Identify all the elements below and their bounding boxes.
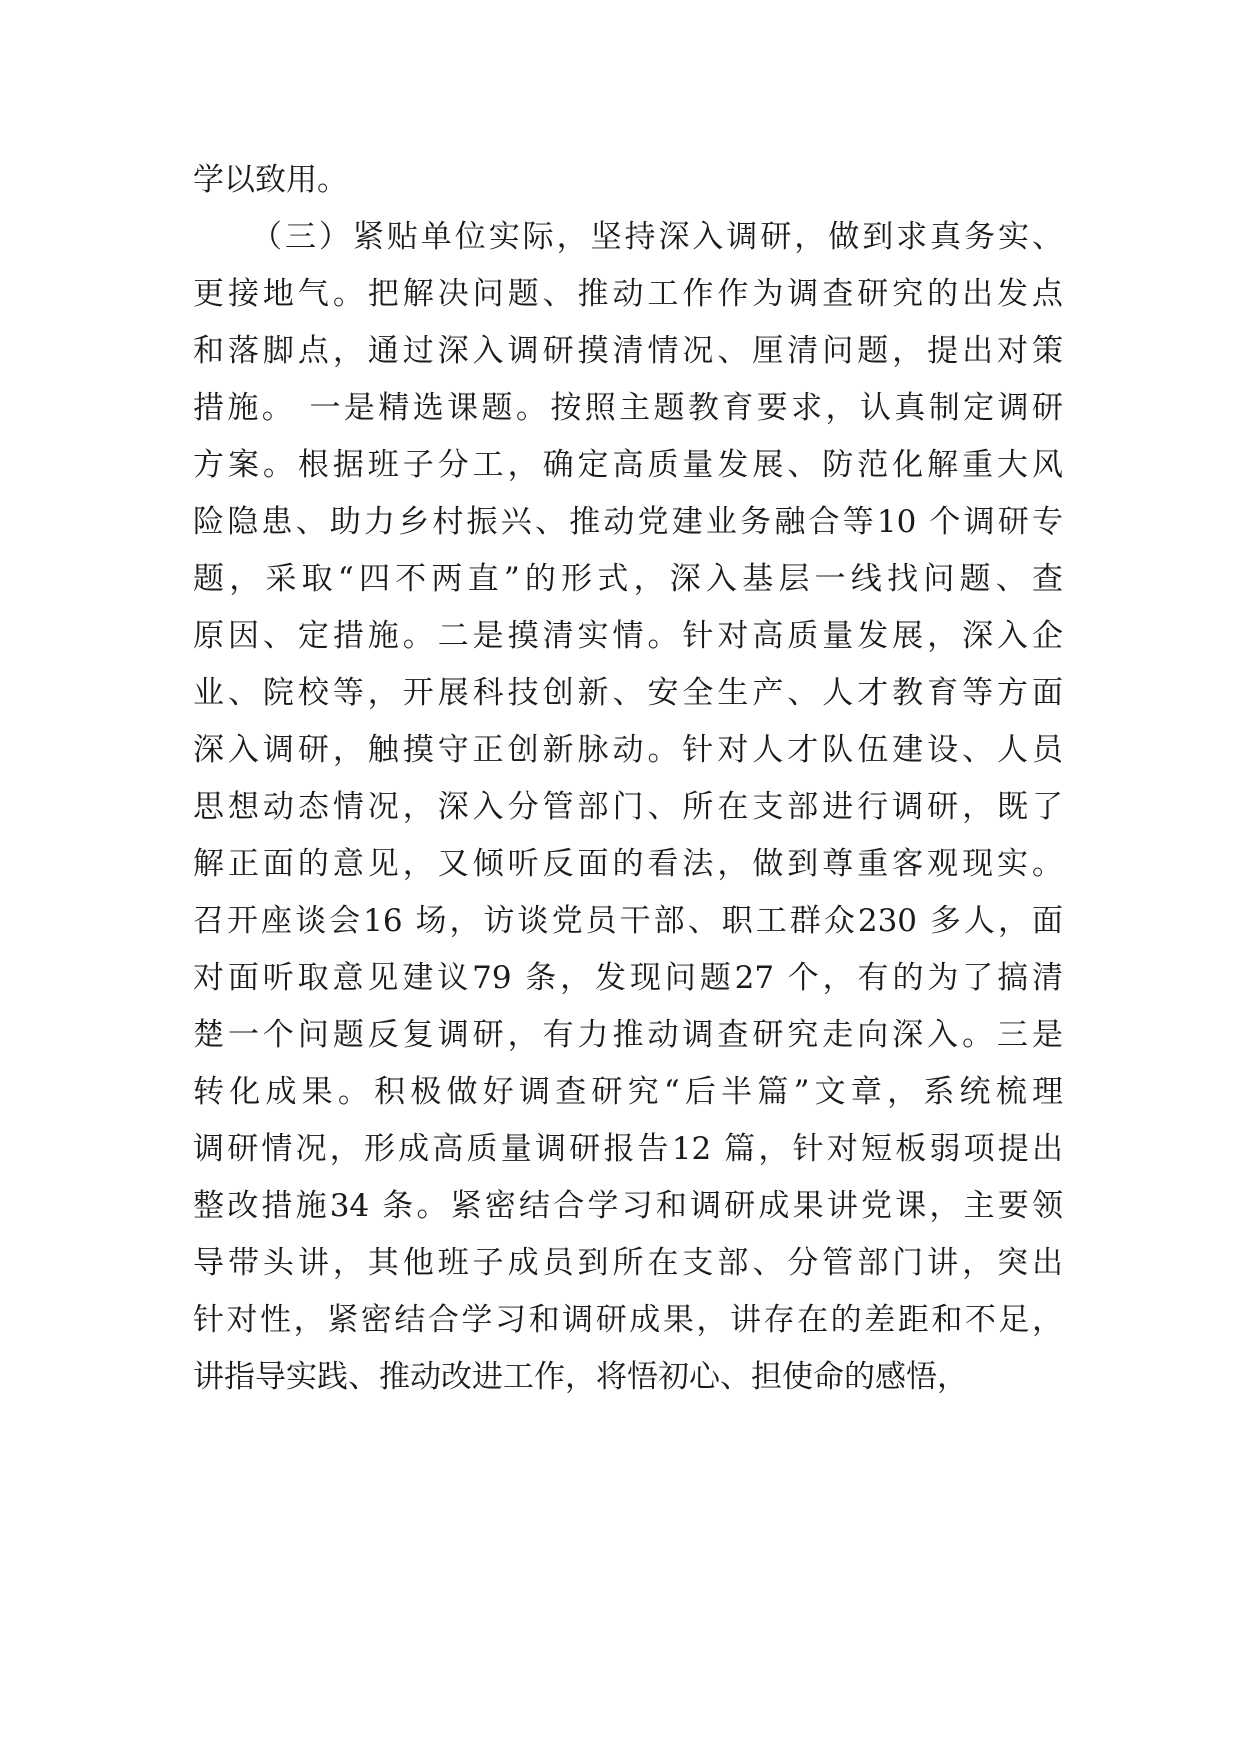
text-line: 学以致用。 bbox=[193, 162, 348, 198]
text-line: 对面听取意见建议79 条，发现问题27 个，有的为了搞清 bbox=[193, 960, 1063, 996]
text-line: 解正面的意见，又倾听反面的看法，做到尊重客观现实。 bbox=[193, 846, 1063, 882]
text-line: 业、院校等，开展科技创新、安全生产、人才教育等方面 bbox=[193, 675, 1063, 711]
document-body bbox=[193, 152, 1063, 1406]
text-line: 和落脚点，通过深入调研摸清情况、厘清问题，提出对策 bbox=[193, 333, 1063, 369]
text-line: 思想动态情况，深入分管部门、所在支部进行调研，既了 bbox=[193, 789, 1063, 825]
text-line: 召开座谈会16 场，访谈党员干部、职工群众230 多人，面 bbox=[193, 903, 1063, 939]
text-line: 讲指导实践、推动改进工作，将悟初心、担使命的感悟， bbox=[193, 1359, 968, 1395]
text-line: 原因、定措施。二是摸清实情。针对高质量发展，深入企 bbox=[193, 618, 1063, 654]
text-line: 险隐患、助力乡村振兴、推动党建业务融合等10 个调研专 bbox=[193, 504, 1063, 540]
text-line: 更接地气。把解决问题、推动工作作为调查研究的出发点 bbox=[193, 276, 1063, 312]
section-heading-line: （三）紧贴单位实际，坚持深入调研，做到求真务实、 bbox=[251, 219, 1063, 255]
text-line: 措施。 一是精选课题。按照主题教育要求，认真制定调研 bbox=[193, 390, 1063, 426]
text-line: 深入调研，触摸守正创新脉动。针对人才队伍建设、人员 bbox=[193, 732, 1063, 768]
text-line: 题，采取“四不两直”的形式，深入基层一线找问题、查 bbox=[193, 561, 1063, 597]
text-line: 调研情况，形成高质量调研报告12 篇，针对短板弱项提出 bbox=[193, 1131, 1063, 1167]
text-line: 整改措施34 条。紧密结合学习和调研成果讲党课，主要领 bbox=[193, 1188, 1063, 1224]
text-line: 楚一个问题反复调研，有力推动调查研究走向深入。三是 bbox=[193, 1017, 1063, 1053]
text-line: 导带头讲，其他班子成员到所在支部、分管部门讲，突出 bbox=[193, 1245, 1063, 1281]
text-line: 针对性，紧密结合学习和调研成果，讲存在的差距和不足， bbox=[193, 1302, 1063, 1338]
text-line: 转化成果。积极做好调查研究“后半篇”文章，系统梳理 bbox=[193, 1074, 1063, 1110]
text-line: 方案。根据班子分工，确定高质量发展、防范化解重大风 bbox=[193, 447, 1063, 483]
